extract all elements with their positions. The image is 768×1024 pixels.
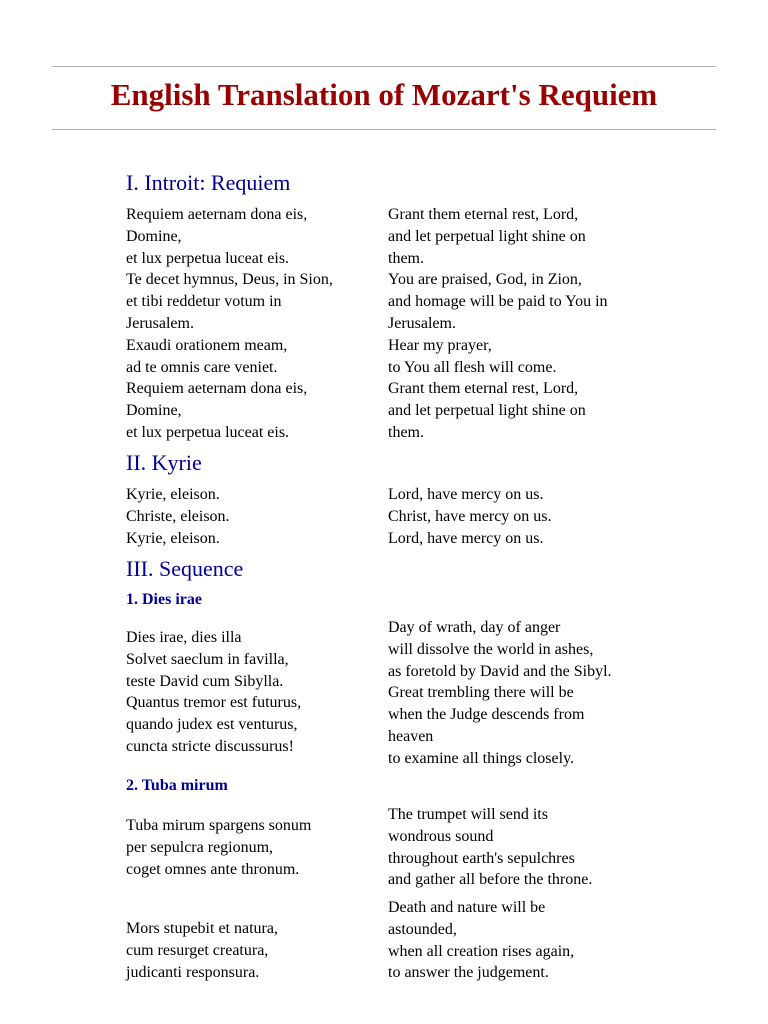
verse-line: Jerusalem. bbox=[126, 314, 194, 332]
verse-line: Requiem aeternam dona eis, bbox=[126, 206, 308, 223]
verse-line: Grant them eternal rest, Lord, bbox=[388, 380, 579, 398]
verse-line: Hear my prayer, bbox=[388, 336, 492, 354]
verse-line: them. bbox=[388, 423, 424, 441]
tuba-mirum-latin-verse-1 bbox=[126, 815, 376, 880]
verse-line: Domine, bbox=[126, 227, 182, 245]
verse-line: teste David cum Sibylla. bbox=[126, 672, 284, 690]
verse-line: and let perpetual light shine on bbox=[388, 402, 586, 420]
tuba-mirum-latin-verse-2 bbox=[126, 918, 376, 983]
verse-line: astounded, bbox=[388, 920, 457, 938]
verse-line: Great trembling there will be bbox=[388, 684, 574, 702]
verse-line: Te decet hymnus, Deus, in Sion, bbox=[126, 271, 333, 289]
verse-line: cum resurget creatura, bbox=[126, 941, 269, 959]
kyrie-english-text bbox=[388, 484, 648, 549]
verse-line: Domine, bbox=[126, 402, 182, 420]
verse-line: Exaudi orationem meam, bbox=[126, 336, 288, 354]
verse-line: ad te omnis care veniet. bbox=[126, 358, 278, 376]
tuba-mirum-english-verse-1 bbox=[388, 804, 648, 891]
subsection-heading-tuba-mirum: 2. Tuba mirum bbox=[126, 777, 228, 794]
section-heading-sequence: III. Sequence bbox=[126, 556, 244, 581]
verse-line: when the Judge descends from bbox=[388, 706, 585, 724]
verse-line: et tibi reddetur votum in bbox=[126, 293, 282, 311]
top-rule bbox=[52, 66, 716, 67]
verse-line: quando judex est venturus, bbox=[126, 716, 298, 734]
verse-line: Requiem aeternam dona eis, bbox=[126, 380, 308, 398]
verse-line: throughout earth's sepulchres bbox=[388, 849, 575, 867]
verse-line: Grant them eternal rest, Lord, bbox=[388, 206, 579, 223]
tuba-mirum-english-verse-2 bbox=[388, 897, 648, 984]
verse-line: them. bbox=[388, 249, 424, 267]
verse-line: Quantus tremor est futurus, bbox=[126, 694, 302, 712]
verse-line: Lord, have mercy on us. bbox=[388, 529, 544, 547]
verse-line: Christe, eleison. bbox=[126, 507, 230, 525]
verse-line: Dies irae, dies illa bbox=[126, 629, 242, 646]
verse-line: Day of wrath, day of anger bbox=[388, 619, 561, 636]
verse-line: and homage will be paid to You in bbox=[388, 293, 608, 311]
verse-line: cuncta stricte discussurus! bbox=[126, 737, 294, 755]
verse-line: Kyrie, eleison. bbox=[126, 486, 220, 503]
verse-line: Kyrie, eleison. bbox=[126, 529, 220, 547]
introit-latin-text bbox=[126, 204, 376, 444]
verse-line: to answer the judgement. bbox=[388, 964, 549, 982]
verse-line: et lux perpetua luceat eis. bbox=[126, 423, 290, 441]
verse-line: and gather all before the throne. bbox=[388, 871, 593, 889]
verse-line: et lux perpetua luceat eis. bbox=[126, 249, 290, 267]
verse-line: You are praised, God, in Zion, bbox=[388, 271, 582, 289]
verse-line: to examine all things closely. bbox=[388, 749, 575, 767]
verse-line: wondrous sound bbox=[388, 827, 494, 845]
kyrie-latin-text bbox=[126, 484, 376, 549]
verse-line: will dissolve the world in ashes, bbox=[388, 640, 594, 658]
verse-line: and let perpetual light shine on bbox=[388, 227, 586, 245]
verse-line: as foretold by David and the Sibyl. bbox=[388, 662, 612, 680]
verse-line: per sepulcra regionum, bbox=[126, 838, 274, 856]
verse-line: Christ, have mercy on us. bbox=[388, 507, 552, 525]
verse-line: Lord, have mercy on us. bbox=[388, 486, 544, 503]
bottom-rule bbox=[52, 129, 716, 130]
verse-line: when all creation rises again, bbox=[388, 942, 575, 960]
dies-irae-latin-text bbox=[126, 627, 376, 758]
verse-line: heaven bbox=[388, 727, 434, 745]
page-title: English Translation of Mozart's Requiem bbox=[110, 77, 658, 112]
verse-line: The trumpet will send its bbox=[388, 806, 548, 823]
verse-line: judicanti responsura. bbox=[126, 963, 260, 981]
introit-english-text bbox=[388, 204, 648, 444]
verse-line: to You all flesh will come. bbox=[388, 358, 557, 376]
section-heading-kyrie: II. Kyrie bbox=[126, 450, 202, 475]
verse-line: Mors stupebit et natura, bbox=[126, 920, 278, 937]
verse-line: Jerusalem. bbox=[388, 314, 456, 332]
verse-line: Tuba mirum spargens sonum bbox=[126, 817, 312, 834]
section-heading-introit: I. Introit: Requiem bbox=[126, 170, 291, 195]
verse-line: Solvet saeclum in favilla, bbox=[126, 650, 289, 668]
subsection-heading-dies-irae: 1. Dies irae bbox=[126, 591, 202, 608]
dies-irae-english-text bbox=[388, 617, 648, 770]
verse-line: Death and nature will be bbox=[388, 899, 546, 916]
verse-line: coget omnes ante thronum. bbox=[126, 860, 300, 878]
